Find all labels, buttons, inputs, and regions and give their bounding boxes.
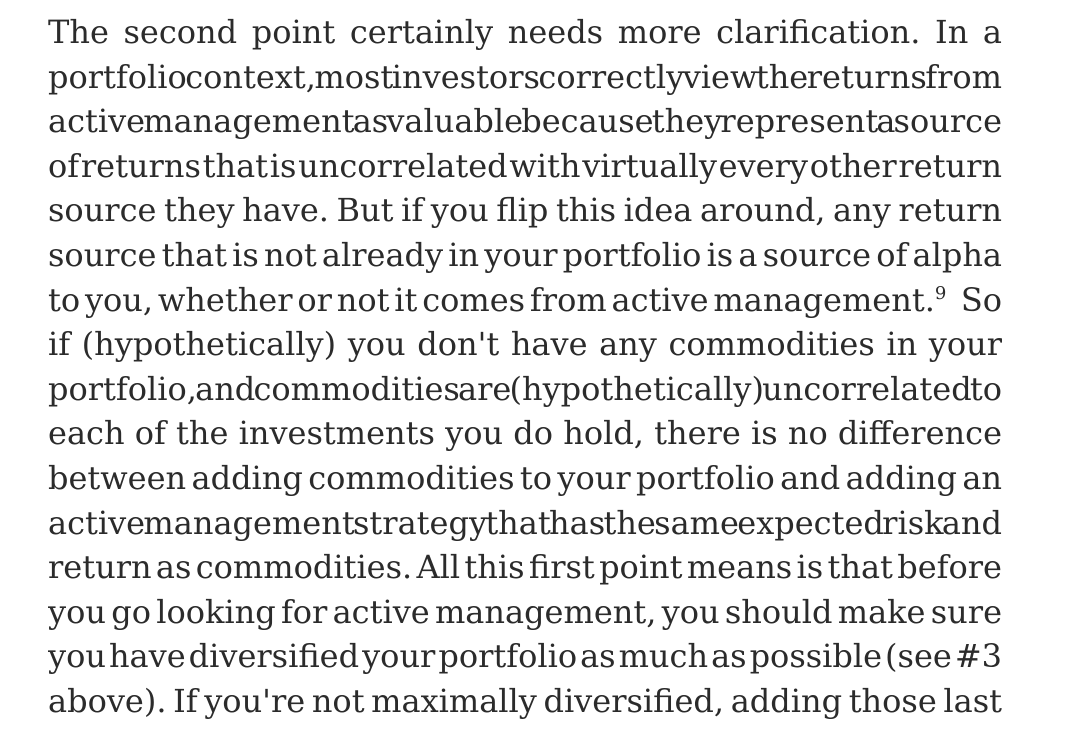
text-line: source that is not already in your portfolio is a source of alpha xyxy=(48,235,1002,274)
text-line-with-footnote xyxy=(48,278,1002,323)
text-line: each of the investments you do hold, there is no difference xyxy=(48,414,1002,453)
text-line: you go looking for active management, you should make sure xyxy=(48,592,1002,631)
text-line: return as commodities. All this first point means is that before xyxy=(48,548,1002,587)
text-line-tail xyxy=(946,281,960,319)
text-line: you have diversified your portfolio as much as possible (see #3 xyxy=(48,637,1002,676)
text-line-tail-word: So xyxy=(960,280,1002,319)
document-page xyxy=(48,10,1002,724)
text-line: of returns that is uncorrelated with virtually every other return xyxy=(48,146,1002,185)
text-line: portfolio context, most investors correctly view the returns from xyxy=(48,57,1002,96)
footnote-marker[interactable]: 9 xyxy=(934,282,947,304)
text-line: active management as valuable because they represent a source xyxy=(48,102,1002,141)
text-line: if (hypothetically) you don't have any commodities in your xyxy=(48,325,1002,364)
text-line: active management strategy that has the same expected risk and xyxy=(48,503,1002,542)
text-line: portfolio, and commodities are (hypothetically) uncorrelated to xyxy=(48,369,1002,408)
text-line: The second point certainly needs more clarification. In a xyxy=(48,13,1002,51)
text-line: above). If you're not maximally diversified, adding those last xyxy=(48,681,1002,720)
text-line-body: to you, whether or not it comes from active management. xyxy=(48,280,935,319)
text-line: source they have. But if you flip this idea around, any return xyxy=(48,191,1002,230)
text-line: between adding commodities to your portfolio and adding an xyxy=(48,458,1002,497)
